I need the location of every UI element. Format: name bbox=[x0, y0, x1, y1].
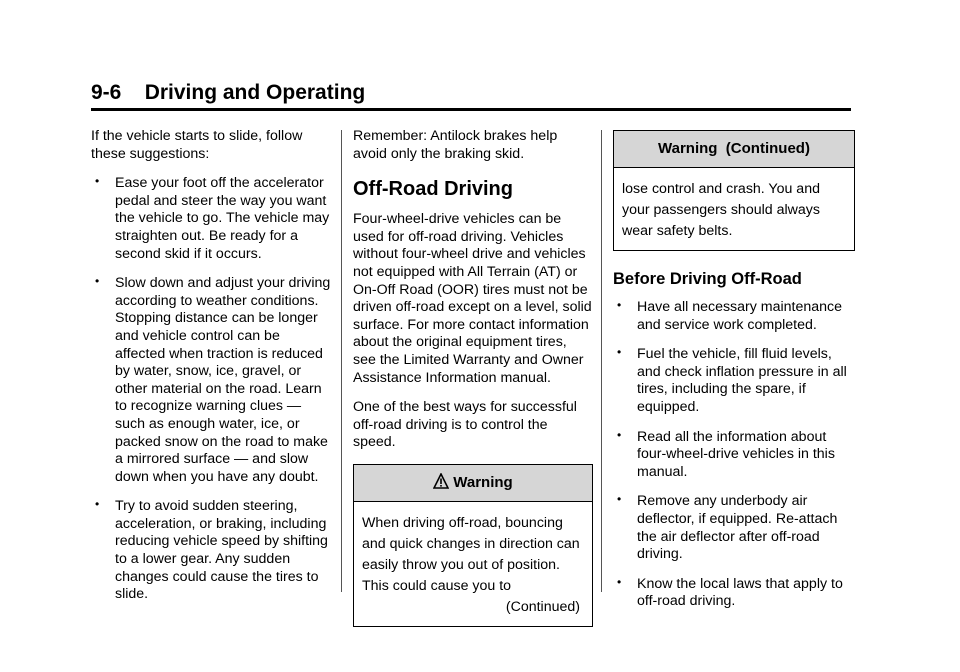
list-item bbox=[613, 429, 855, 482]
bullet-icon: • bbox=[617, 574, 622, 589]
speed-paragraph: One of the best ways for successful off-road driving is to control the speed. bbox=[353, 399, 577, 451]
list-item bbox=[613, 299, 855, 334]
warning-body bbox=[354, 502, 592, 626]
warning-title: Warning (Continued) bbox=[658, 140, 810, 157]
warning-title: Warning bbox=[453, 473, 513, 491]
column-divider bbox=[601, 130, 602, 592]
list-item-text: Have all necessary maintenance and service work completed. bbox=[637, 299, 843, 333]
remember-paragraph: Remember: Antilock brakes help avoid only the braking skid. bbox=[353, 128, 558, 162]
list-item-text: Slow down and adjust your driving according to weather conditions. Stopping distance can be longer and vehicle control can be affected when traction is reduced by water, snow, ice, gravel, or other material on the road. Learn to recognize warning clues — such as enough water, ice, or packed snow on the road to make a mirrored surface — and slow down when you have any doubt. bbox=[115, 275, 331, 485]
column-3 bbox=[613, 128, 855, 623]
warning-body bbox=[614, 168, 854, 250]
warning-text: lose control and crash. You and your passengers should always wear safety belts. bbox=[622, 181, 820, 239]
warning-triangle-icon bbox=[433, 473, 449, 489]
warning-continued-box bbox=[613, 130, 855, 251]
subsection-heading: Before Driving Off-Road bbox=[613, 270, 802, 288]
bullet-icon: • bbox=[617, 298, 622, 312]
continued-label: (Continued) bbox=[505, 598, 580, 615]
column-1 bbox=[91, 128, 331, 616]
page-header bbox=[91, 80, 851, 111]
offroad-paragraph: Four-wheel-drive vehicles can be used for off-road driving. Vehicles without four-wheel drive and vehicles not equipped with All Terrain (AT) or On-Off Road (OOR) tires must not be driven off-road except on a level, solid surface. For more contact information about the original equipment tires, see the Limited Warranty and Owner Assistance Information manual. bbox=[353, 211, 592, 386]
bullet-icon: • bbox=[95, 174, 100, 189]
list-item-text: Know the local laws that apply to off-road driving. bbox=[637, 575, 843, 610]
section-heading: Off-Road Driving bbox=[353, 178, 513, 201]
list-item bbox=[613, 346, 855, 416]
bullet-icon: • bbox=[617, 427, 622, 442]
bullet-icon: • bbox=[95, 497, 100, 512]
list-item bbox=[91, 498, 331, 604]
page-number: 9-6 bbox=[91, 81, 122, 104]
warning-text: When driving off-road, bouncing and quick changes in direction can easily throw you out of position. This could cause you to bbox=[362, 514, 580, 594]
before-driving-list bbox=[613, 299, 855, 611]
list-item-text: Read all the information about four-wheel-drive vehicles in this manual. bbox=[637, 428, 835, 480]
bullet-icon: • bbox=[617, 345, 622, 360]
section-title: Driving and Operating bbox=[144, 81, 366, 104]
list-item bbox=[613, 493, 855, 563]
warning-header bbox=[354, 465, 592, 502]
list-item bbox=[91, 175, 331, 263]
bullet-icon: • bbox=[95, 274, 100, 289]
list-item bbox=[91, 275, 331, 486]
intro-paragraph: If the vehicle starts to slide, follow these suggestions: bbox=[91, 128, 303, 162]
list-item bbox=[613, 576, 855, 611]
bullet-icon: • bbox=[617, 492, 622, 507]
column-divider bbox=[341, 130, 342, 592]
list-item-text: Ease your foot off the accelerator pedal and steer the way you want the vehicle to go. The vehicle may straighten out. Be ready for a second skid if it occurs. bbox=[115, 175, 330, 262]
column-2 bbox=[353, 128, 593, 627]
warning-header bbox=[614, 131, 854, 168]
warning-box bbox=[353, 464, 593, 627]
list-item-text: Try to avoid sudden steering, acceleration, or braking, including reducing vehicle speed by shifting to a lower gear. Any sudden changes could cause the tires to slide. bbox=[115, 498, 328, 603]
list-item-text: Fuel the vehicle, fill fluid levels, and check inflation pressure in all tires, including the spare, if equipped. bbox=[637, 346, 847, 415]
slide-suggestions-list bbox=[91, 175, 331, 604]
list-item-text: Remove any underbody air deflector, if equipped. Re-attach the air deflector after off-road driving. bbox=[637, 493, 838, 563]
